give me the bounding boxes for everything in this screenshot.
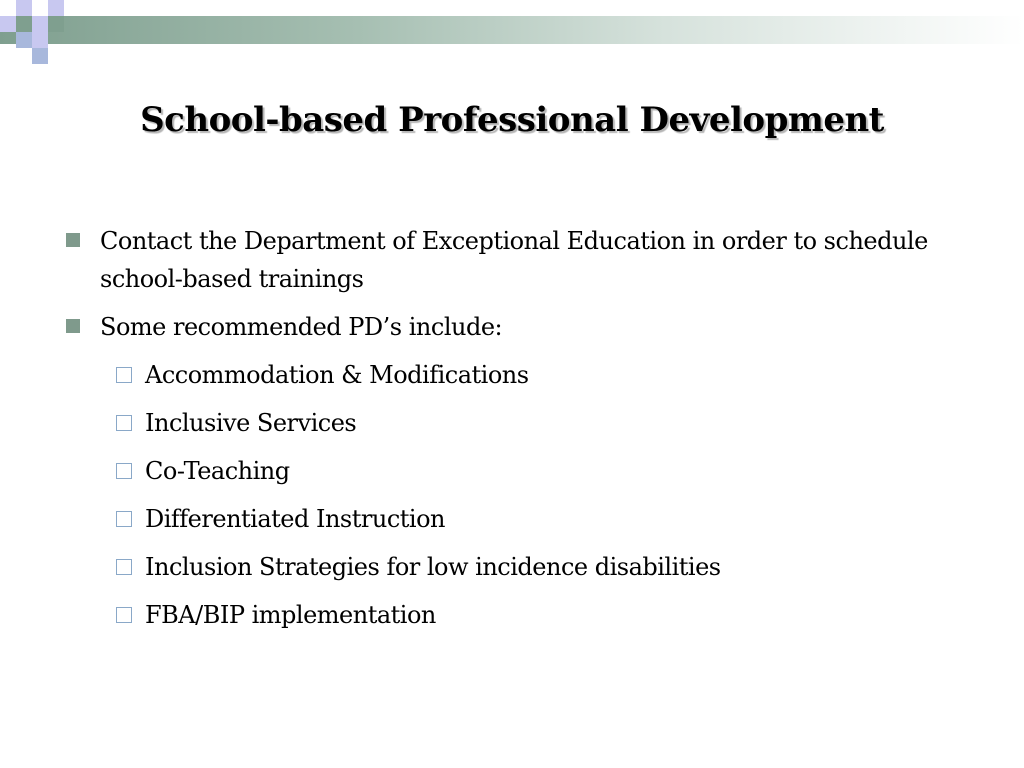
hollow-square-bullet-icon xyxy=(116,415,132,431)
hollow-square-bullet-icon xyxy=(116,511,132,527)
header-band xyxy=(0,16,1024,44)
corner-square xyxy=(16,32,32,48)
sub-bullet-item xyxy=(64,404,964,442)
bullet-text: Contact the Department of Exceptional Education in order to schedule school-based trainings xyxy=(100,227,928,293)
corner-square xyxy=(32,32,48,48)
corner-square xyxy=(32,0,48,16)
sub-bullet-item xyxy=(64,356,964,394)
corner-square xyxy=(32,16,48,32)
sub-bullet-item xyxy=(64,548,964,586)
sub-bullet-text: Accommodation & Modifications xyxy=(145,361,529,389)
corner-square xyxy=(16,0,32,16)
corner-square xyxy=(0,16,16,32)
hollow-square-bullet-icon xyxy=(116,367,132,383)
sub-bullet-text: FBA/BIP implementation xyxy=(145,601,436,629)
corner-squares-decoration xyxy=(0,0,80,64)
sub-bullet-text: Co-Teaching xyxy=(145,457,290,485)
sub-bullet-text: Differentiated Instruction xyxy=(145,505,445,533)
sub-bullet-item xyxy=(64,500,964,538)
slide-body xyxy=(64,222,964,644)
hollow-square-bullet-icon xyxy=(116,559,132,575)
bullet-text: Some recommended PD’s include: xyxy=(100,313,503,341)
bullet-item xyxy=(64,222,964,298)
square-bullet-icon xyxy=(66,233,80,247)
sub-bullet-text: Inclusive Services xyxy=(145,409,357,437)
sub-bullet-item xyxy=(64,452,964,490)
square-bullet-icon xyxy=(66,319,80,333)
corner-square xyxy=(48,0,64,16)
sub-bullet-text: Inclusion Strategies for low incidence disabilities xyxy=(145,553,721,581)
corner-square xyxy=(16,16,32,32)
corner-square xyxy=(0,0,16,16)
corner-square xyxy=(48,16,64,32)
corner-square xyxy=(32,48,48,64)
hollow-square-bullet-icon xyxy=(116,607,132,623)
slide-title: School-based Professional Development xyxy=(140,100,884,140)
sub-bullet-item xyxy=(64,596,964,634)
bullet-item xyxy=(64,308,964,346)
hollow-square-bullet-icon xyxy=(116,463,132,479)
